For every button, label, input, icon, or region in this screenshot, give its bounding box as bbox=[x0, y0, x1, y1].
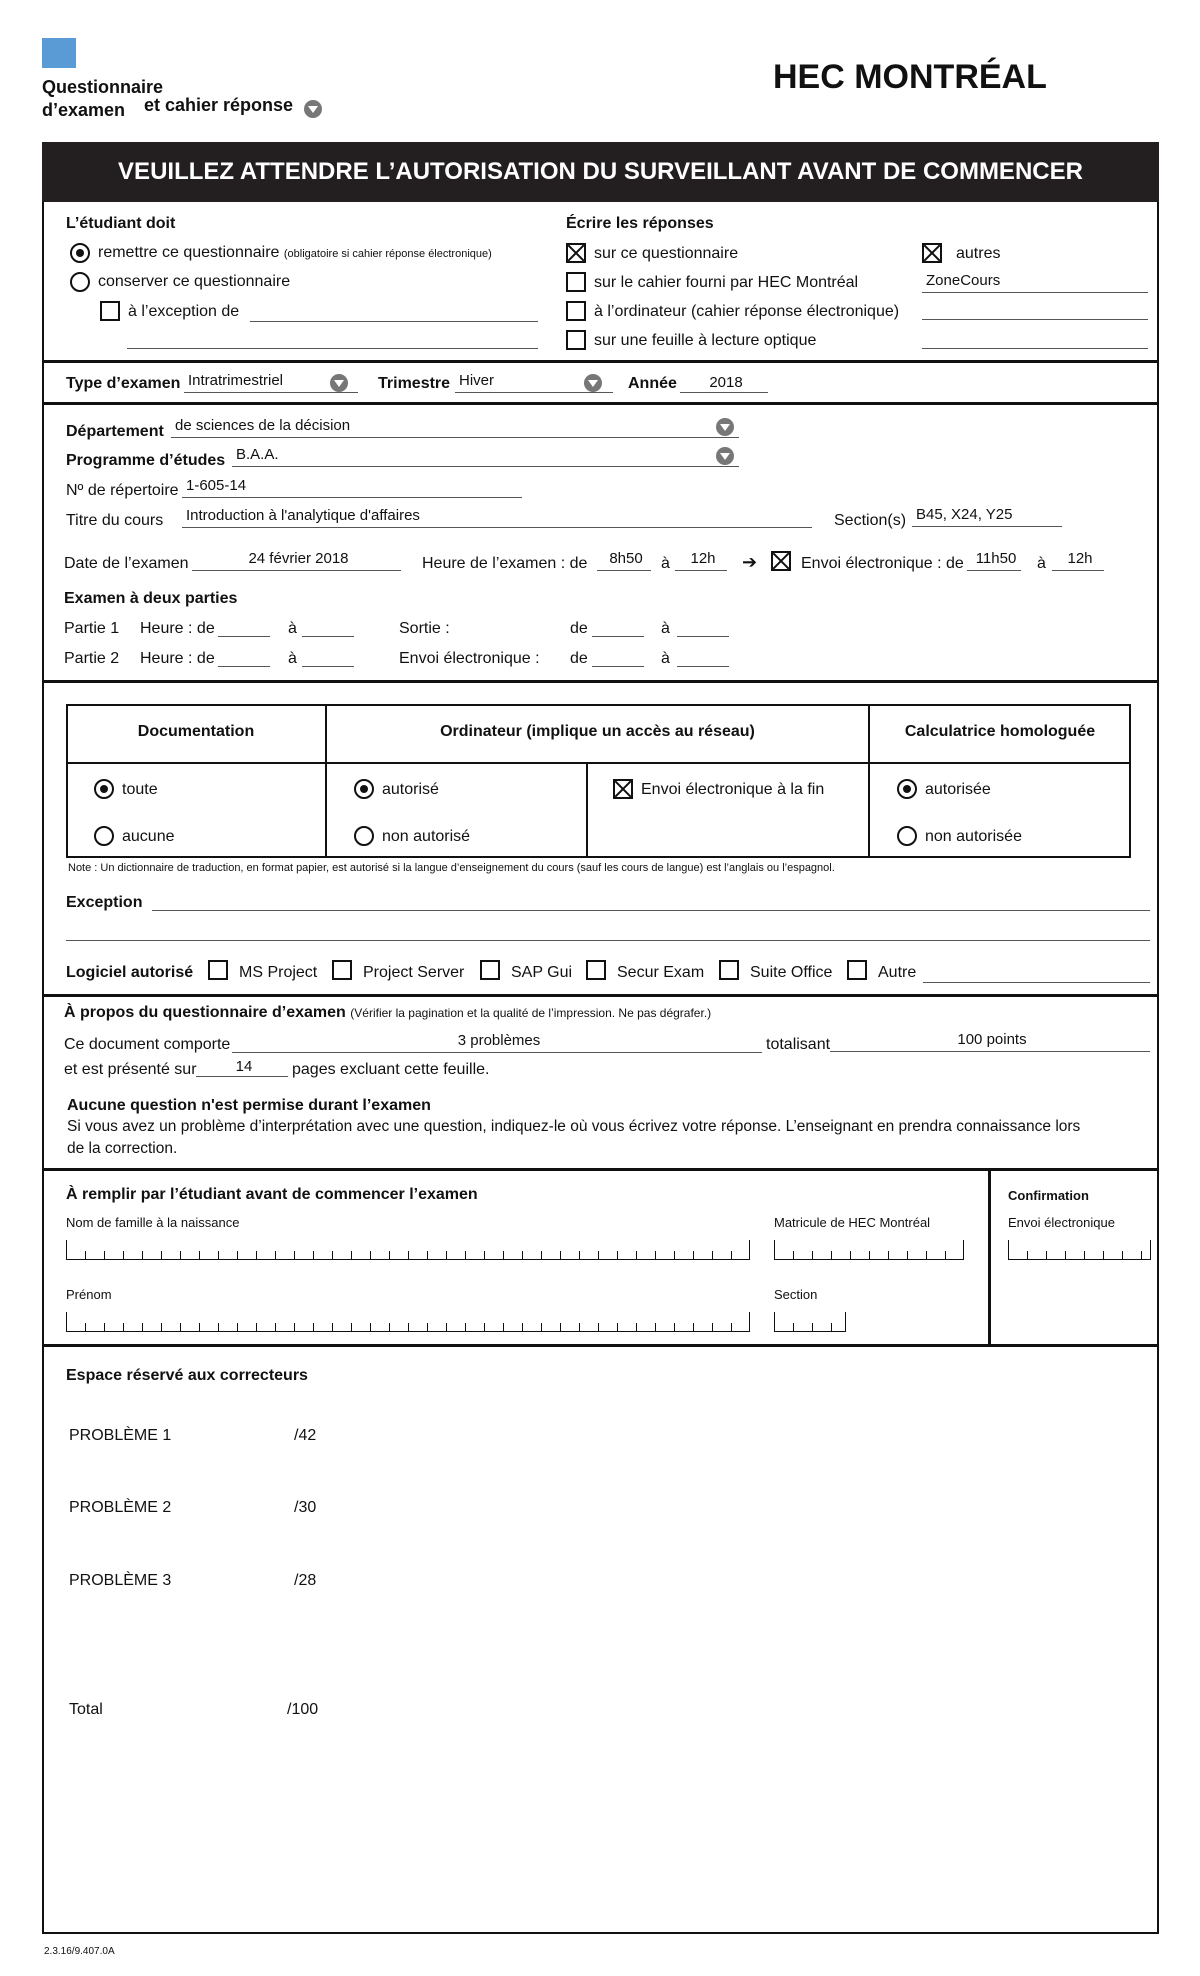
section-label: Section(s) bbox=[834, 512, 907, 529]
label-ms-project: MS Project bbox=[239, 964, 318, 981]
checkbox-computer[interactable] bbox=[566, 301, 586, 321]
part1-label: Partie 1 bbox=[64, 620, 120, 637]
exam-type-select[interactable]: Intratrimestriel bbox=[184, 372, 358, 393]
part2-envoi-a: à bbox=[661, 650, 670, 667]
checkbox-suite-office[interactable] bbox=[719, 960, 739, 980]
label-suite-office: Suite Office bbox=[750, 964, 833, 981]
firstname-input[interactable] bbox=[66, 1312, 750, 1332]
exam-date-field[interactable]: 24 février 2018 bbox=[192, 550, 401, 571]
grader-row-2-label: PROBLÈME 2 bbox=[69, 1499, 172, 1516]
contains-label: Ce document comporte bbox=[64, 1036, 231, 1053]
repertoire-label: Nº de répertoire bbox=[66, 482, 179, 499]
exam-type-label: Type d’examen bbox=[66, 375, 181, 392]
grader-row-1-score: /42 bbox=[294, 1427, 317, 1444]
confirmation-divider bbox=[988, 1168, 991, 1344]
part1-a: à bbox=[288, 620, 297, 637]
part1-from[interactable] bbox=[218, 620, 270, 637]
total-label: totalisant bbox=[766, 1036, 831, 1053]
sortie-label: Sortie : bbox=[399, 620, 450, 637]
accent-square bbox=[42, 38, 76, 68]
radio-keep-questionnaire[interactable] bbox=[70, 272, 90, 292]
grader-row-3-label: PROBLÈME 3 bbox=[69, 1572, 172, 1589]
subtype-dropdown-icon[interactable] bbox=[304, 100, 322, 118]
checkbox-envoi-electronique[interactable] bbox=[771, 551, 791, 571]
checkbox-except[interactable] bbox=[100, 301, 120, 321]
label-doc-none: aucune bbox=[122, 828, 175, 845]
label-computer-allowed: autorisé bbox=[382, 781, 439, 798]
confirmation-envoi-input[interactable] bbox=[1008, 1240, 1151, 1260]
label-hec-booklet: sur le cahier fourni par HEC Montréal bbox=[594, 274, 859, 291]
envoi-time-from[interactable]: 11h50 bbox=[967, 550, 1021, 571]
part2-a: à bbox=[288, 650, 297, 667]
contains-field[interactable]: 3 problèmes bbox=[232, 1032, 762, 1053]
label-project-server: Project Server bbox=[363, 964, 465, 981]
label-calc-allowed: autorisée bbox=[925, 781, 991, 798]
envoi-time-to[interactable]: 12h bbox=[1052, 550, 1104, 571]
divider-2 bbox=[42, 402, 1159, 405]
grader-total-score: /100 bbox=[287, 1701, 319, 1718]
student-fill-title: À remplir par l’étudiant avant de commencer l’examen bbox=[66, 1186, 478, 1203]
label-sap-gui: SAP Gui bbox=[511, 964, 573, 981]
exam-time-label: Heure de l’examen : de bbox=[422, 555, 588, 572]
label-optical-sheet: sur une feuille à lecture optique bbox=[594, 332, 817, 349]
section-input[interactable] bbox=[774, 1312, 846, 1332]
checkbox-secur-exam[interactable] bbox=[586, 960, 606, 980]
label-computer-not-allowed: non autorisé bbox=[382, 828, 471, 845]
label-computer: à l’ordinateur (cahier réponse électronique) bbox=[594, 303, 900, 320]
exception-label: Exception bbox=[66, 894, 143, 911]
part1-heure-label: Heure : de bbox=[140, 620, 215, 637]
table-col-rule-2 bbox=[586, 762, 588, 858]
banner-text: VEUILLEZ ATTENDRE L’AUTORISATION DU SURVEILLANT AVANT DE COMMENCER bbox=[118, 158, 1083, 185]
part2-to[interactable] bbox=[302, 650, 354, 667]
checkbox-sap-gui[interactable] bbox=[480, 960, 500, 980]
col-calculator: Calculatrice homologuée bbox=[904, 723, 1096, 740]
col-documentation: Documentation bbox=[137, 723, 255, 740]
sortie-to[interactable] bbox=[677, 620, 729, 637]
write-answers-title: Écrire les réponses bbox=[566, 215, 714, 232]
exam-time-from[interactable]: 8h50 bbox=[597, 550, 651, 571]
firstname-label: Prénom bbox=[66, 1287, 112, 1302]
repertoire-field[interactable]: 1-605-14 bbox=[182, 477, 522, 498]
label-return: remettre ce questionnaire (obligatoire si cahier réponse électronique) bbox=[98, 244, 492, 261]
two-parts-title: Examen à deux parties bbox=[64, 590, 238, 607]
exam-date-label: Date de l’examen bbox=[64, 555, 189, 572]
divider-1 bbox=[42, 360, 1159, 363]
envoi-time-a: à bbox=[1037, 555, 1046, 572]
part2-envoi-de: de bbox=[570, 650, 588, 667]
radio-computer-allowed[interactable] bbox=[354, 779, 374, 799]
checkbox-other[interactable] bbox=[922, 243, 942, 263]
term-label: Trimestre bbox=[378, 375, 451, 392]
department-label: Département bbox=[66, 423, 164, 440]
year-field[interactable]: 2018 bbox=[680, 374, 768, 393]
other-field-2[interactable] bbox=[922, 301, 1148, 320]
student-must-title: L’étudiant doit bbox=[66, 215, 176, 232]
about-title: À propos du questionnaire d’examen (Vérifier la pagination et la qualité de l’impression. Ne pas dégrafer.) bbox=[64, 1004, 712, 1021]
exam-time-to[interactable]: 12h bbox=[675, 550, 727, 571]
checkbox-hec-booklet[interactable] bbox=[566, 272, 586, 292]
grader-row-2-score: /30 bbox=[294, 1499, 317, 1516]
no-question-text-2: de la correction. bbox=[67, 1140, 178, 1157]
matricule-input[interactable] bbox=[774, 1240, 964, 1260]
label-calc-not-allowed: non autorisée bbox=[925, 828, 1022, 845]
label-secur-exam: Secur Exam bbox=[617, 964, 705, 981]
except-field-1[interactable] bbox=[250, 303, 538, 322]
sortie-from[interactable] bbox=[592, 620, 644, 637]
radio-computer-not-allowed[interactable] bbox=[354, 826, 374, 846]
label-autre: Autre bbox=[878, 964, 917, 981]
col-computer: Ordinateur (implique un accès au réseau) bbox=[440, 723, 755, 740]
doc-type-line2: d’examen bbox=[42, 100, 126, 120]
section-fill-label: Section bbox=[774, 1287, 818, 1302]
arrow-right-icon: ➔ bbox=[742, 552, 758, 572]
course-title-label: Titre du cours bbox=[66, 512, 164, 529]
radio-return-questionnaire[interactable] bbox=[70, 243, 90, 263]
program-select[interactable]: B.A.A. bbox=[232, 446, 739, 467]
section-field[interactable]: B45, X24, Y25 bbox=[912, 506, 1062, 527]
divider-3 bbox=[42, 680, 1159, 683]
software-label: Logiciel autorisé bbox=[66, 964, 194, 981]
part2-heure-label: Heure : de bbox=[140, 650, 215, 667]
pages-label: et est présenté sur bbox=[64, 1061, 197, 1078]
divider-6 bbox=[42, 1344, 1159, 1347]
divider-5 bbox=[42, 1168, 1159, 1171]
pages-suffix: pages excluant cette feuille. bbox=[292, 1061, 490, 1078]
no-question-title: Aucune question n'est permise durant l’examen bbox=[67, 1097, 431, 1114]
banner bbox=[42, 142, 1159, 202]
sortie-a: à bbox=[661, 620, 670, 637]
envoi-label: Envoi électronique : de bbox=[801, 555, 964, 572]
label-doc-all: toute bbox=[122, 781, 158, 798]
checkbox-project-server[interactable] bbox=[332, 960, 352, 980]
year-label: Année bbox=[628, 375, 677, 392]
grader-row-1-label: PROBLÈME 1 bbox=[69, 1427, 172, 1444]
program-label: Programme d’études bbox=[66, 452, 226, 469]
course-title-field[interactable]: Introduction à l'analytique d'affaires bbox=[182, 507, 812, 528]
part2-envoi-label: Envoi électronique : bbox=[399, 650, 540, 667]
label-other: autres bbox=[956, 245, 1001, 262]
hec-logo: HEC MONTRÉAL bbox=[773, 58, 1047, 96]
other-field-1[interactable]: ZoneCours bbox=[922, 272, 1148, 293]
other-field-3[interactable] bbox=[922, 330, 1148, 349]
department-select[interactable]: de sciences de la décision bbox=[171, 417, 739, 438]
radio-doc-all[interactable] bbox=[94, 779, 114, 799]
sortie-de: de bbox=[570, 620, 588, 637]
graders-title: Espace réservé aux correcteurs bbox=[66, 1367, 308, 1384]
checkbox-ms-project[interactable] bbox=[208, 960, 228, 980]
program-dropdown-icon[interactable] bbox=[716, 447, 734, 465]
part2-label: Partie 2 bbox=[64, 650, 120, 667]
term-select[interactable]: Hiver bbox=[455, 372, 613, 393]
label-except: à l’exception de bbox=[128, 303, 240, 320]
exception-field-2[interactable] bbox=[66, 922, 1150, 941]
checkbox-envoi-fin[interactable] bbox=[613, 779, 633, 799]
confirmation-label: Confirmation bbox=[1008, 1188, 1089, 1203]
no-question-text-1: Si vous avez un problème d’interprétation avec une question, indiquez-le où vous écrivez votre réponse. L’enseignant en prendra connaissance lors bbox=[67, 1118, 1081, 1135]
label-keep: conserver ce questionnaire bbox=[98, 273, 291, 290]
radio-calc-allowed[interactable] bbox=[897, 779, 917, 799]
lastname-label: Nom de famille à la naissance bbox=[66, 1215, 240, 1230]
grader-row-3-score: /28 bbox=[294, 1572, 317, 1589]
exam-type-dropdown-icon[interactable] bbox=[330, 374, 348, 392]
pages-field[interactable]: 14 bbox=[196, 1058, 288, 1077]
radio-calc-not-allowed[interactable] bbox=[897, 826, 917, 846]
term-dropdown-icon[interactable] bbox=[584, 374, 602, 392]
doc-type-line1: Questionnaire bbox=[42, 77, 164, 97]
part2-from[interactable] bbox=[218, 650, 270, 667]
part2-envoi-to[interactable] bbox=[677, 650, 729, 667]
divider-4 bbox=[42, 994, 1159, 997]
exam-time-a: à bbox=[661, 555, 670, 572]
checkbox-on-questionnaire[interactable] bbox=[566, 243, 586, 263]
autre-field[interactable] bbox=[923, 964, 1150, 983]
checkbox-optical-sheet[interactable] bbox=[566, 330, 586, 350]
footer-code: 2.3.16/9.407.0A bbox=[44, 1946, 115, 1957]
grader-total-label: Total bbox=[69, 1701, 103, 1718]
part1-to[interactable] bbox=[302, 620, 354, 637]
label-envoi-fin: Envoi électronique à la fin bbox=[641, 781, 825, 798]
confirmation-envoi-label: Envoi électronique bbox=[1008, 1215, 1115, 1230]
checkbox-autre[interactable] bbox=[847, 960, 867, 980]
lastname-input[interactable] bbox=[66, 1240, 750, 1260]
dictionary-note: Note : Un dictionnaire de traduction, en format papier, est autorisé si la langue d’enseignement du cours (sauf les cours de langue) est l’anglais ou l’espagnol. bbox=[68, 862, 835, 874]
except-field-2[interactable] bbox=[127, 330, 538, 349]
department-dropdown-icon[interactable] bbox=[716, 418, 734, 436]
total-field[interactable]: 100 points bbox=[830, 1031, 1150, 1052]
exception-field-1[interactable] bbox=[152, 892, 1150, 911]
radio-doc-none[interactable] bbox=[94, 826, 114, 846]
label-on-questionnaire: sur ce questionnaire bbox=[594, 245, 739, 262]
doc-subtype-select[interactable]: et cahier réponse bbox=[144, 95, 294, 115]
part2-envoi-from[interactable] bbox=[592, 650, 644, 667]
matricule-label: Matricule de HEC Montréal bbox=[774, 1215, 931, 1230]
table-header-rule bbox=[66, 762, 1131, 764]
